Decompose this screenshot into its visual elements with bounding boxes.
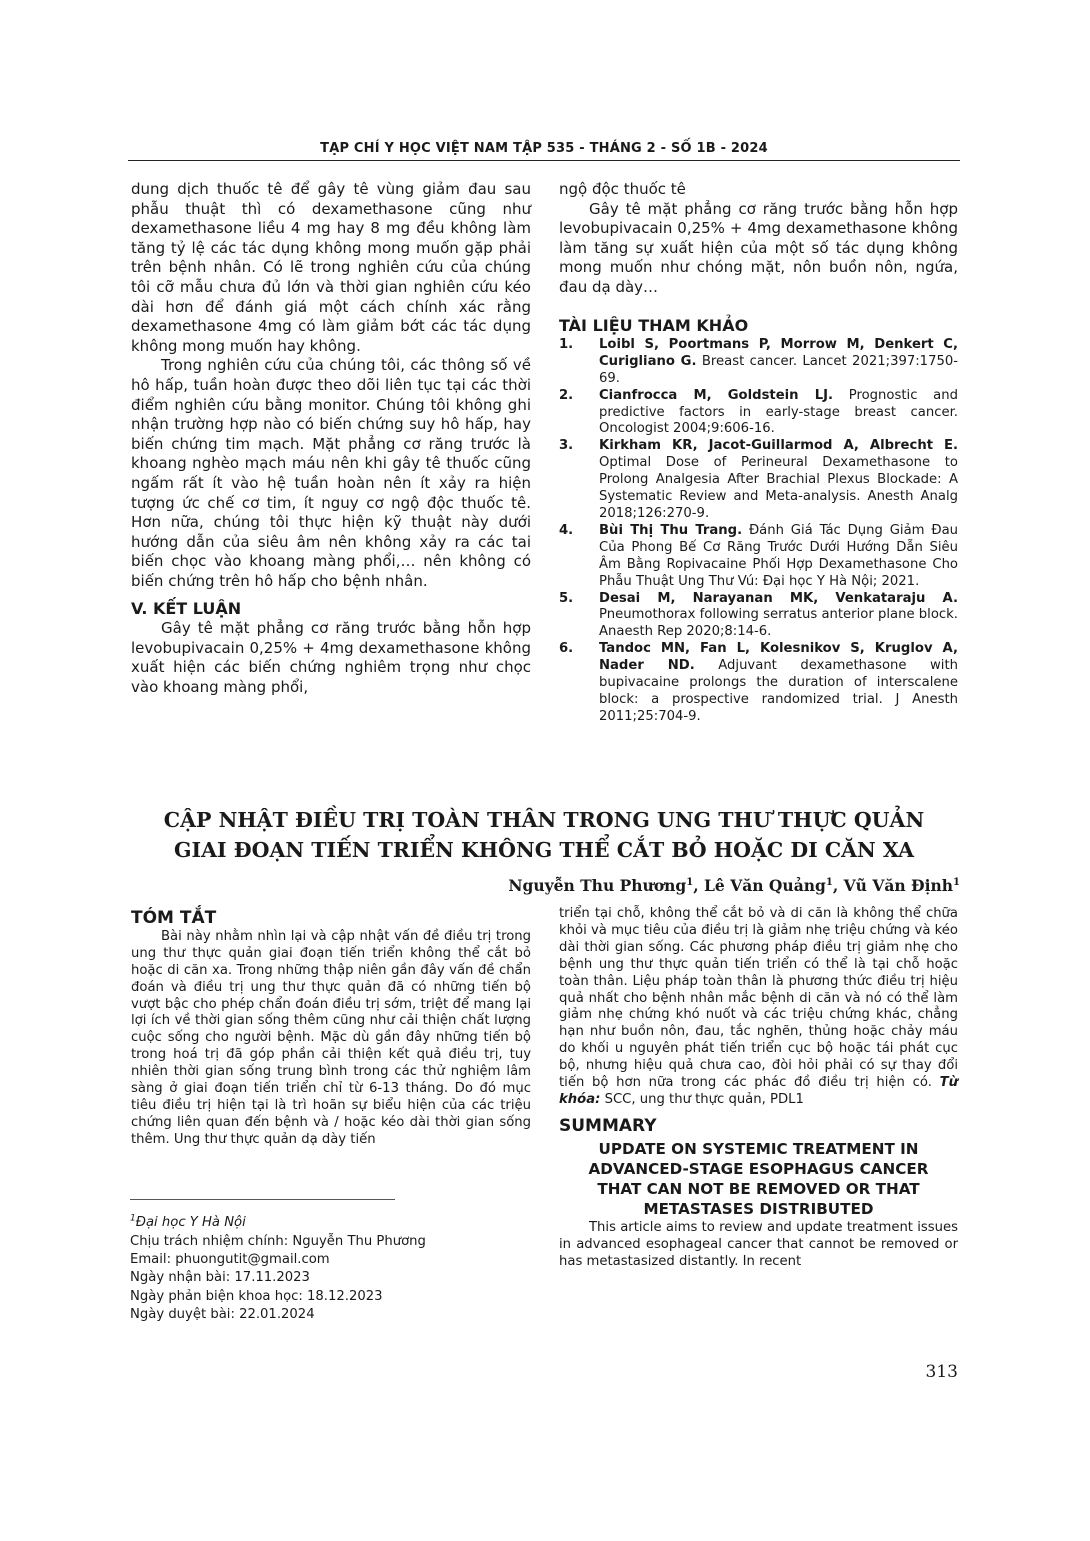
conclusion-heading: V. KẾT LUẬN	[131, 599, 242, 619]
reference-text: Đánh Giá Tác Dụng Giảm Đau Của Phong Bế Cơ Răng Trước Dưới Hướng Dẫn Siêu Âm Bằng Ropivacaine Phối Hợp Dexamethasone Cho Phẫu Thuật Ung Thư Vú: Đại học Y Hà Nội; 2021.	[599, 522, 959, 589]
reference-list	[559, 337, 958, 726]
references	[559, 318, 958, 726]
reference-authors: Cianfrocca M, Goldstein LJ.	[599, 387, 834, 403]
abstract-text-right-wrap	[559, 906, 958, 1109]
summary-text: This article aims to review and update treatment issues in advanced esophageal cancer that cannot be removed or has metastasized distantly. In recent	[559, 1219, 958, 1269]
date-received: Ngày nhận bài: 17.11.2023	[130, 1270, 310, 1286]
reference-authors: Tandoc MN, Fan L, Kolesnikov S, Kruglov A, Nader ND.	[599, 641, 958, 674]
right-paragraph-2: Gây tê mặt phẳng cơ răng trước bằng hỗn hợp levobupivacain 0,25% + 4mg dexamethasone không làm tăng sự xuất hiện của một số tác dụng không mong muốn như chóng mặt, nôn buồn nôn, ngứa, đau dạ dày…	[559, 199, 958, 296]
article-title	[128, 805, 960, 865]
reference-text: Pneumothorax following serratus anterior plane block. Anaesth Rep 2020;8:14-6.	[599, 607, 958, 640]
reference-item	[559, 641, 958, 726]
reference-authors: Kirkham KR, Jacot-Guillarmod A, Albrecht E.	[599, 438, 958, 454]
reference-number: 2.	[559, 387, 574, 403]
reference-item	[559, 591, 958, 642]
reference-item	[559, 438, 958, 523]
right-column	[559, 180, 958, 298]
reference-text: Prognostic and predictive factors in early-stage breast cancer. Oncologist 2004;9:606-16.	[599, 387, 958, 437]
reference-authors: Desai M, Narayanan MK, Venkataraju A.	[599, 590, 958, 606]
left-paragraph-1: dung dịch thuốc tê để gây tê vùng giảm đau sau phẫu thuật thì có dexamethasone cũng như dexamethasone liều 4 mg hay 8 mg đều không làm tăng tỷ lệ các tác dụng không mong muốn gặp phải trên bệnh nhân. Có lẽ trong nghiên cứu của chúng tôi cỡ mẫu chưa đủ lớn và thời gian nghiên cứu kéo dài hơn để đánh giá một cách chính xác rằng dexamethasone 4mg có làm giảm bớt các tác dụng không mong muốn hay không.	[131, 180, 531, 355]
author-name: Vũ Văn Định$^1$	[843, 876, 960, 895]
summary-title: UPDATE ON SYSTEMIC TREATMENT IN ADVANCED-STAGE ESOPHAGUS CANCER THAT CAN NOT BE REMOVED OR THAT METASTASES DISTRIBUTED	[588, 1139, 929, 1218]
right-paragraph-1: ngộ độc thuốc tê	[559, 180, 686, 198]
title-line-1: CẬP NHẬT ĐIỀU TRỊ TOÀN THÂN TRONG UNG THƯ THỰC QUẢN	[163, 808, 925, 832]
left-paragraph-2: Trong nghiên cứu của chúng tôi, các thông số về hô hấp, tuần hoàn được theo dõi liên tục tại các thời điểm nghiên cứu bằng monitor. Chúng tôi không ghi nhận trường hợp nào có biến chứng suy hô hấp, hay biến chứng tim mạch. Mặt phẳng cơ răng trước là khoang nghèo mạch máu nên khi gây tê thuốc cũng ngấm rất ít vào hệ tuần hoàn nên ít xảy ra hiện tượng ức chế cơ tim, ít nguy cơ ngộ độc thuốc tê. Hơn nữa, chúng tôi thực hiện kỹ thuật này dưới hướng dẫn của siêu âm nên không xảy ra các tai biến chọc vào khoang màng phổi,… nên không có biến chứng trên hô hấp cho bệnh nhân.	[131, 356, 531, 590]
reference-number: 3.	[559, 438, 574, 454]
date-accepted: Ngày duyệt bài: 22.01.2024	[130, 1306, 315, 1322]
email: Email: phuongutit@gmail.com	[130, 1251, 330, 1267]
header-rule	[128, 160, 960, 161]
affiliation: $^1$Đại học Y Hà Nội	[130, 1214, 246, 1231]
corresponding-author: Chịu trách nhiệm chính: Nguyễn Thu Phương	[130, 1233, 426, 1249]
reference-text: Adjuvant dexamethasone with bupivacaine prolongs the duration of interscalene block: a prospective randomized trial. J Anesth 2011;25:704-9.	[599, 658, 958, 724]
reference-text: Optimal Dose of Perineural Dexamethasone to Prolong Analgesia After Brachial Plexus Blockade: A Systematic Review and Meta-analysis. Anesth Analg 2018;126:270-9.	[599, 455, 958, 521]
summary-heading: SUMMARY	[559, 1115, 657, 1136]
reference-authors: Bùi Thị Thu Trang.	[599, 522, 743, 538]
abstract-text-right: triển tại chỗ, không thể cắt bỏ và di căn là không thể chữa khỏi và mục tiêu của điều trị là giảm nhẹ triệu chứng và kéo dài thời gian sống. Các phương pháp điều trị giảm nhẹ cho bệnh ung thư thực quản tiến triển có thể là tại chỗ hoặc toàn thân. Liệu pháp toàn thân là phương thức điều trị hiệu quả nhất cho bệnh nhân mắc bệnh di căn và nó có thể làm giảm nhẹ chứng khó nuốt và các triệu chứng khác, chẳng hạn như buồn nôn, đau, tắc nghẽn, thủng hoặc chảy máu do khối u nguyên phát tiến triển cục bộ hoặc tái phát cục bộ, nhưng hiệu quả chưa cao, đòi hỏi phải có sự thay đổi tiến bộ hơn nữa trong các phác đồ điều trị hiện có.	[559, 906, 958, 1091]
reference-text: Breast cancer. Lancet 2021;397:1750-69.	[599, 353, 958, 386]
keywords: SCC, ung thư thực quản, PDL1	[600, 1091, 804, 1107]
abstract-left	[131, 910, 531, 1149]
footnote-rule	[130, 1199, 395, 1200]
date-reviewed: Ngày phản biện khoa học: 18.12.2023	[130, 1288, 383, 1304]
author-line: Nguyễn Thu Phương$^1$, Lê Văn Quảng$^1$, Vũ Văn Định$^1$	[508, 876, 960, 895]
reference-number: 5.	[559, 590, 574, 606]
abstract-heading: TÓM TẮT	[131, 908, 217, 928]
reference-authors: Loibl S, Poortmans P, Morrow M, Denkert C, Curigliano G.	[599, 336, 958, 369]
abstract-right	[559, 906, 958, 1271]
author-name: Lê Văn Quảng$^1$	[704, 876, 833, 895]
abstract-text-left: Bài này nhằm nhìn lại và cập nhật vấn đề điều trị trong ung thư thực quản giai đoạn tiến triển không thể cắt bỏ hoặc di căn xa. Trong những thập niên gần đây vấn đề chẩn đoán và điều trị ung thư thực quản đã có những tiến bộ vượt bậc cho phép chẩn đoán điều trị sớm, triệt để mang lại lợi ích về thời gian sống thêm cũng như cải thiện chất lượng cuộc sống cho người bệnh. Mặc dù gần đây những tiến bộ trong hoá trị đã góp phần cải thiện kết quả điều trị, tuy nhiên thời gian sống trung bình trong các thử nghiệm lâm sàng ở giai đoạn tiến triển chỉ từ 6-13 tháng. Do đó mục tiêu điều trị hiện tại là trì hoãn sự biểu hiện của các triệu chứng liên quan đến bệnh và / hoặc kéo dài thời gian sống thêm. Ung thư thực quản dạ dày tiến	[131, 928, 531, 1147]
reference-number: 6.	[559, 641, 574, 657]
title-line-2: GIAI ĐOẠN TIẾN TRIỂN KHÔNG THỂ CẮT BỎ HOẶC DI CĂN XA	[173, 838, 915, 862]
author-name: Nguyễn Thu Phương$^1$	[508, 876, 694, 895]
reference-item	[559, 523, 958, 591]
reference-item	[559, 388, 958, 439]
left-column	[131, 180, 531, 697]
page-number: 313	[925, 1362, 958, 1382]
reference-number: 4.	[559, 522, 574, 538]
reference-item	[559, 337, 958, 388]
footnote	[130, 1210, 426, 1324]
references-heading: TÀI LIỆU THAM KHẢO	[559, 316, 749, 335]
reference-number: 1.	[559, 336, 574, 352]
running-header: TẠP CHÍ Y HỌC VIỆT NAM TẬP 535 - THÁNG 2 - SỐ 1B - 2024	[320, 141, 768, 156]
left-paragraph-3: Gây tê mặt phẳng cơ răng trước bằng hỗn hợp levobupivacain 0,25% + 4mg dexamethasone không xuất hiện các biến chứng nghiêm trọng như chọc vào khoang màng phổi,	[131, 619, 531, 696]
keywords-label: Từ khóa:	[559, 1075, 958, 1107]
